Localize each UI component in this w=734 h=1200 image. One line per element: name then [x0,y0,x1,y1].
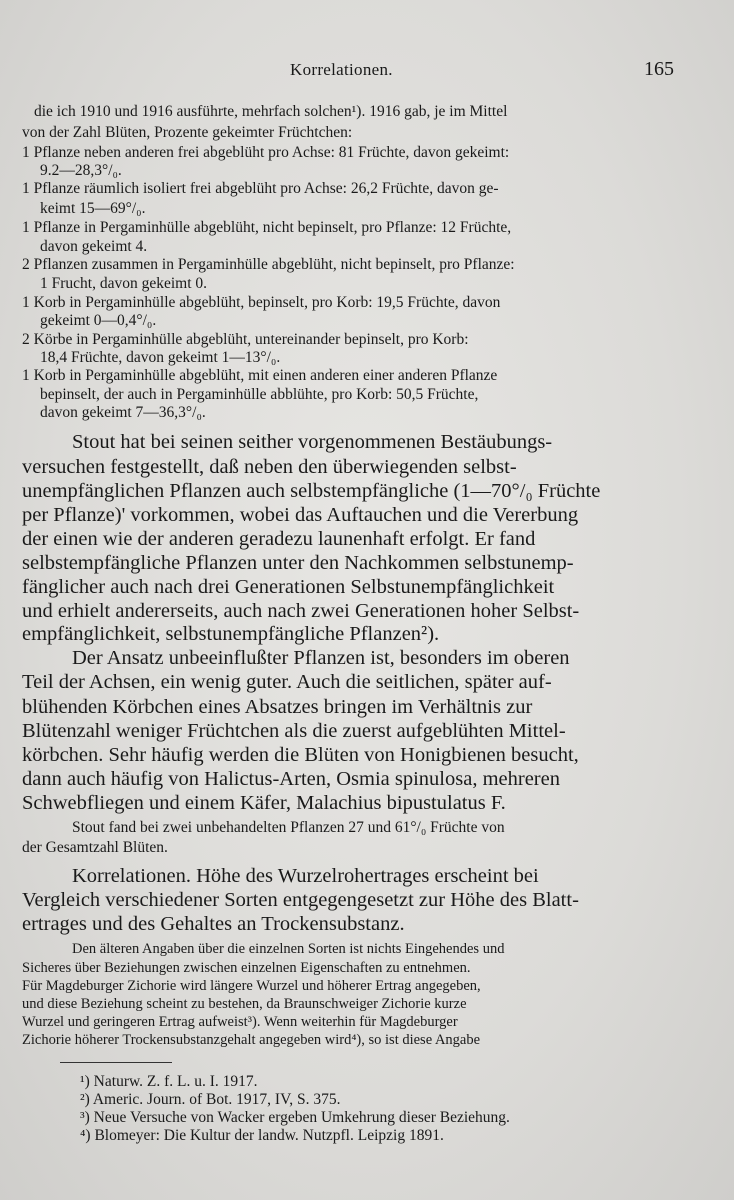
text-line: Stout fand bei zwei unbehandelten Pflanzen 27 und 61°/₀ Früchte von [72,819,505,836]
text-line: 1 Pflanze räumlich isoliert frei abgeblüht pro Achse: 26,2 Früchte, davon ge- [22,180,499,197]
text-line: blühenden Körbchen eines Absatzes bringen im Verhältnis zur [22,696,533,718]
text-line: Schwebfliegen und einem Käfer, Malachius bipustulatus F. [22,792,506,814]
text-line: 18,4 Früchte, davon gekeimt 1—13°/₀. [40,349,281,366]
text-line: Korrelationen. Höhe des Wurzelrohertrages erscheint bei [72,865,539,887]
text-line: Den älteren Angaben über die einzelnen Sorten ist nichts Eingehendes und [72,941,505,957]
text-line: 9.2—28,3°/₀. [40,162,122,179]
text-line: körbchen. Sehr häufig werden die Blüten von Honigbienen besucht, [22,744,579,766]
text-line: versuchen festgestellt, daß neben den überwiegenden selbst- [22,456,517,478]
footnote-divider [60,1062,172,1063]
text-line: keimt 15—69°/₀. [40,200,146,217]
text-line: unempfänglichen Pflanzen auch selbstempfängliche (1—70°/₀ Früchte [22,480,601,502]
text-line: davon gekeimt 7—36,3°/₀. [40,404,206,421]
text-line: 1 Pflanze in Pergaminhülle abgeblüht, nicht bepinselt, pro Pflanze: 12 Früchte, [22,219,512,236]
text-line: von der Zahl Blüten, Prozente gekeimter Früchtchen: [22,124,353,141]
text-line: Wurzel und geringeren Ertrag aufweist³). Wenn weiterhin für Magdeburger [22,1014,458,1030]
text-line: 2 Pflanzen zusammen in Pergaminhülle abgeblüht, nicht bepinselt, pro Pflanze: [22,256,515,273]
text-line: selbstempfängliche Pflanzen unter den Nachkommen selbstunemp- [22,552,574,574]
text-line: empfänglichkeit, selbstunempfängliche Pflanzen²). [22,623,440,645]
text-line: Der Ansatz unbeeinflußter Pflanzen ist, besonders im oberen [72,647,570,669]
text-line: der einen wie der anderen geradezu launenhaft erfolgt. Er fand [22,528,536,550]
text-line: Teil der Achsen, ein wenig guter. Auch die seitlichen, später auf- [22,671,552,693]
text-line: 1 Pflanze neben anderen frei abgeblüht pro Achse: 81 Früchte, davon gekeimt: [22,144,510,161]
text-line: 1 Korb in Pergaminhülle abgeblüht, bepinselt, pro Korb: 19,5 Früchte, davon [22,294,501,311]
text-line: bepinselt, der auch in Pergaminhülle abblühte, pro Korb: 50,5 Früchte, [40,386,479,403]
footnote: ¹) Naturw. Z. f. L. u. I. 1917. [80,1073,258,1090]
text-line: der Gesamtzahl Blüten. [22,839,168,856]
text-line: dann auch häufig von Halictus-Arten, Osmia spinulosa, mehreren [22,768,560,790]
text-line: die ich 1910 und 1916 ausführte, mehrfach solchen¹). 1916 gab, je im Mittel [34,103,508,120]
footnote: ³) Neue Versuche von Wacker ergeben Umkehrung dieser Beziehung. [80,1109,510,1126]
text-line: ertrages und des Gehaltes an Trockensubstanz. [22,913,405,935]
running-header-title: Korrelationen. [290,60,393,79]
text-line: Sicheres über Beziehungen zwischen einzelnen Eigenschaften zu entnehmen. [22,960,471,976]
text-line: Stout hat bei seinen seither vorgenommenen Bestäubungs- [72,431,553,453]
text-line: 1 Frucht, davon gekeimt 0. [40,275,208,292]
text-line: fänglicher auch nach drei Generationen Selbstunempfänglichkeit [22,576,555,598]
page-number: 165 [644,58,674,80]
text-line: 2 Körbe in Pergaminhülle abgeblüht, untereinander bepinselt, pro Korb: [22,331,469,348]
text-line: gekeimt 0—0,4°/₀. [40,312,157,329]
text-line: und erhielt andererseits, auch nach zwei Generationen hoher Selbst- [22,600,580,622]
footnote: ²) Americ. Journ. of Bot. 1917, IV, S. 375. [80,1091,341,1108]
footnote: ⁴) Blomeyer: Die Kultur der landw. Nutzpfl. Leipzig 1891. [80,1127,444,1144]
text-line: Zichorie höherer Trockensubstanzgehalt angegeben wird⁴), so ist diese Angabe [22,1032,481,1048]
text-line: davon gekeimt 4. [40,238,148,255]
text-line: Blütenzahl weniger Früchtchen als die zuerst aufgeblühten Mittel- [22,720,566,742]
text-line: 1 Korb in Pergaminhülle abgeblüht, mit einen anderen einer anderen Pflanze [22,367,498,384]
text-line: Vergleich verschiedener Sorten entgegengesetzt zur Höhe des Blatt- [22,889,579,911]
text-line: Für Magdeburger Zichorie wird längere Wurzel und höherer Ertrag angegeben, [22,978,481,994]
text-line: und diese Beziehung scheint zu bestehen, da Braunschweiger Zichorie kurze [22,996,467,1012]
text-line: per Pflanze)' vorkommen, wobei das Auftauchen und die Vererbung [22,504,579,526]
